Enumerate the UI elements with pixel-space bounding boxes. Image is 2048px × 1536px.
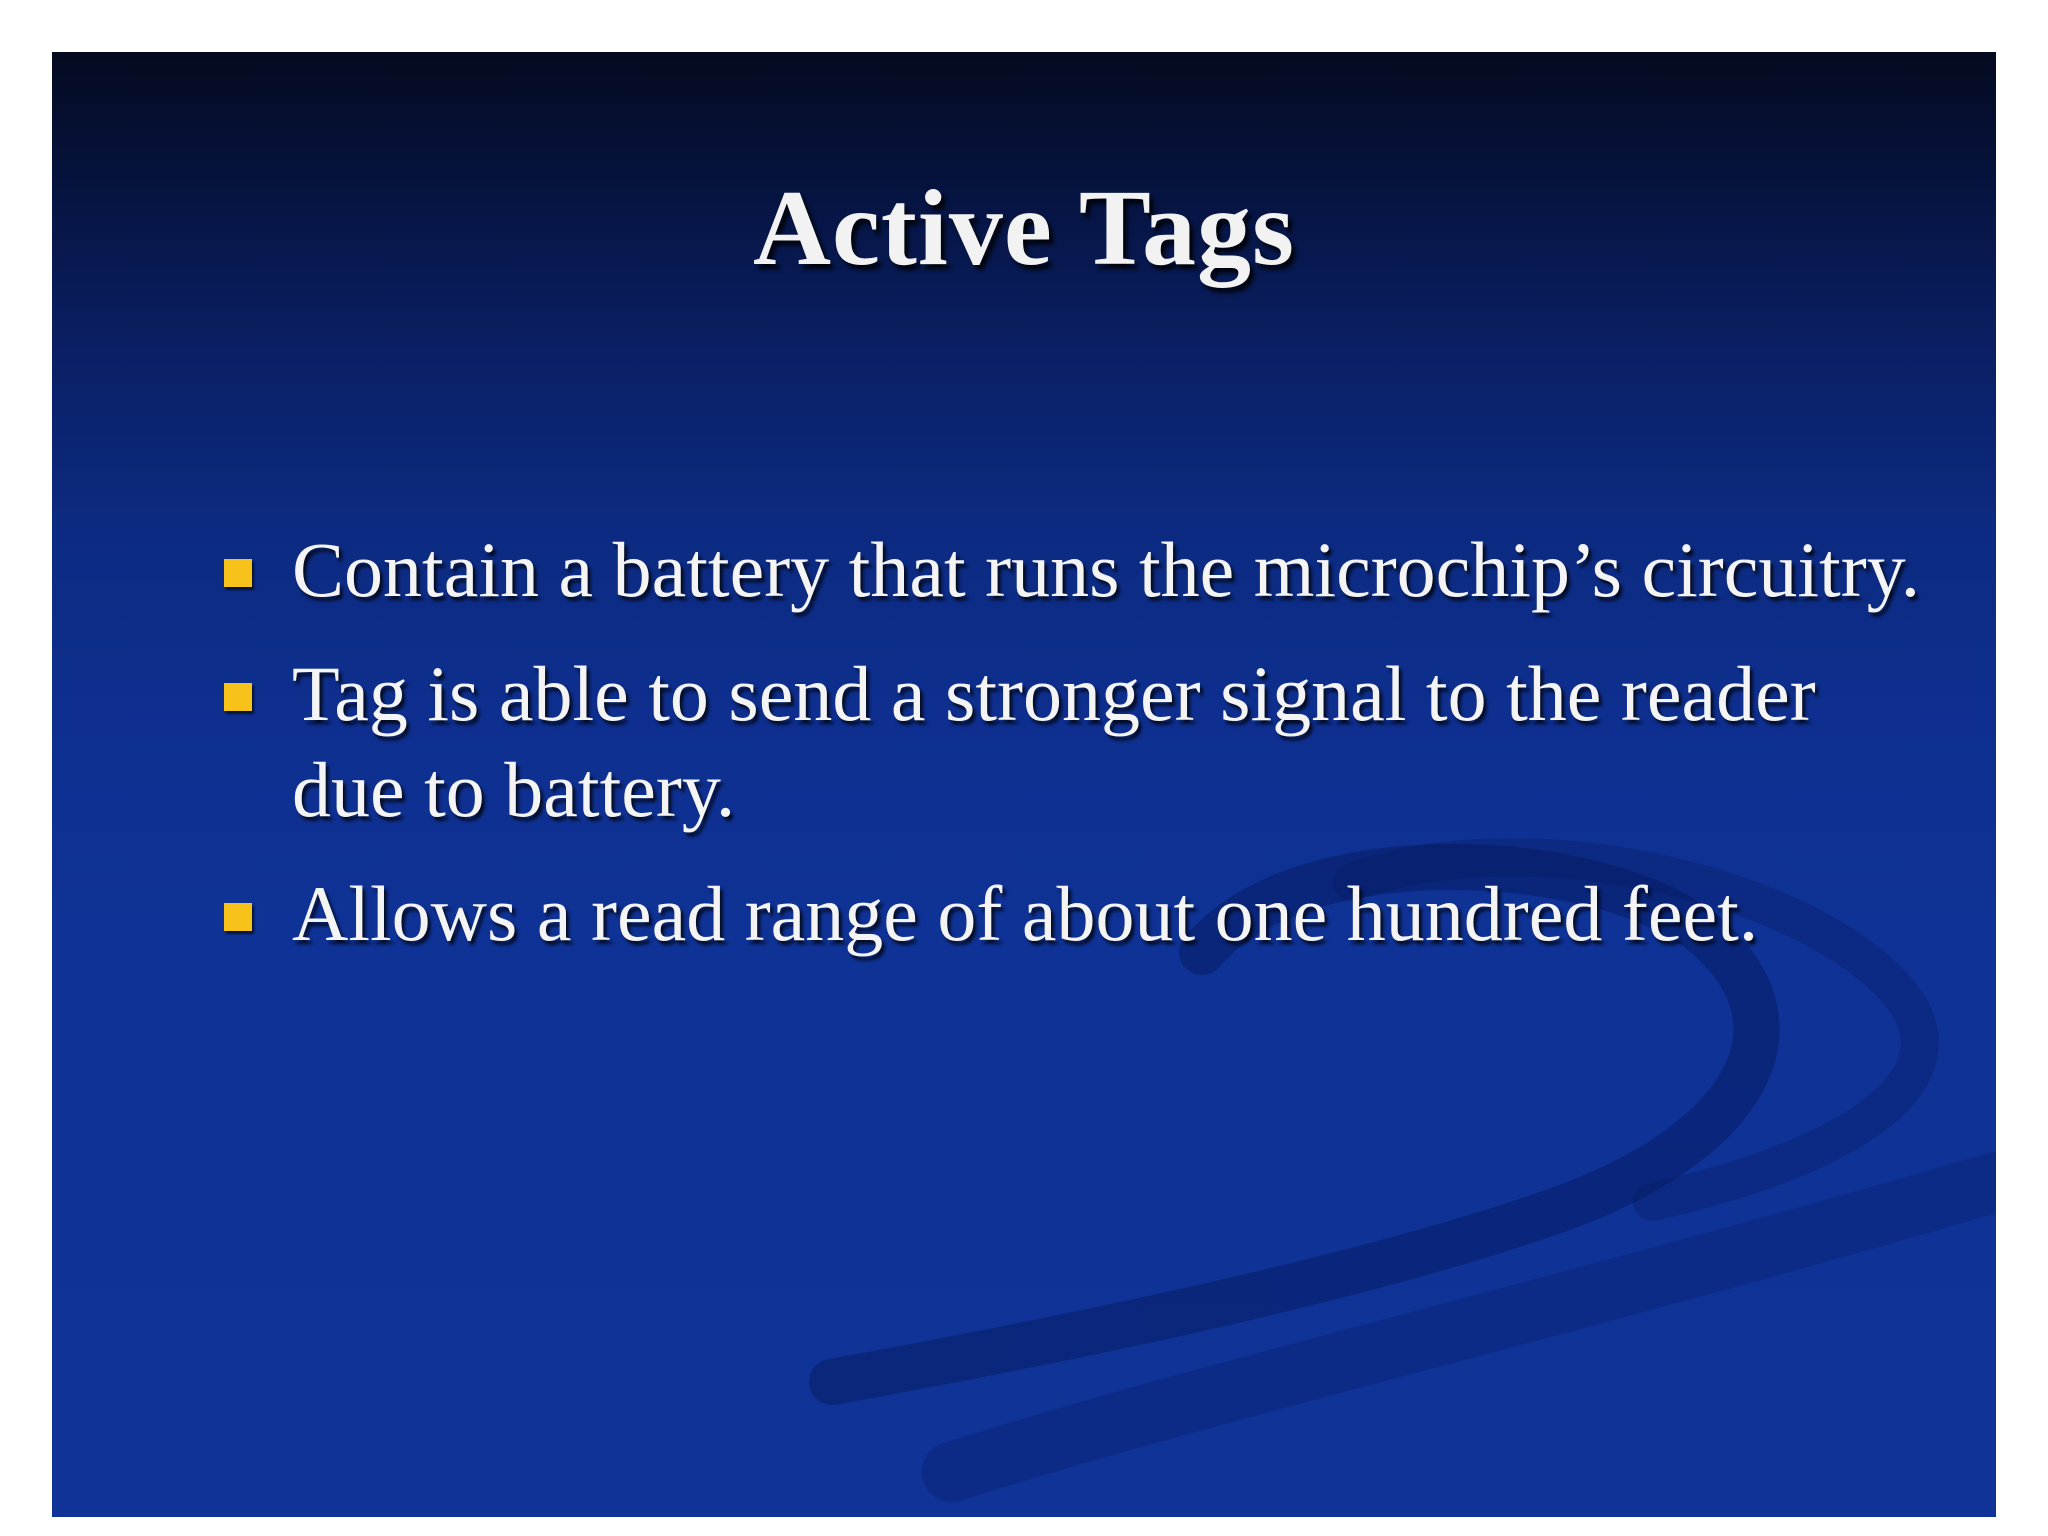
slide-title: Active Tags <box>752 169 1296 288</box>
bullet-text: Contain a battery that runs the microchip’s circuitry. <box>292 526 1921 613</box>
bullet-text: Allows a read range of about one hundred feet. <box>292 870 1759 957</box>
square-bullet-icon <box>224 559 252 587</box>
bullet-item <box>172 866 1942 962</box>
square-bullet-icon <box>224 903 252 931</box>
bullet-list <box>172 522 1942 990</box>
bullet-item <box>172 646 1942 838</box>
bullet-item <box>172 522 1942 618</box>
square-bullet-icon <box>224 683 252 711</box>
bullet-text: Tag is able to send a stronger signal to the reader due to battery. <box>292 650 1816 833</box>
slide <box>52 52 1996 1517</box>
